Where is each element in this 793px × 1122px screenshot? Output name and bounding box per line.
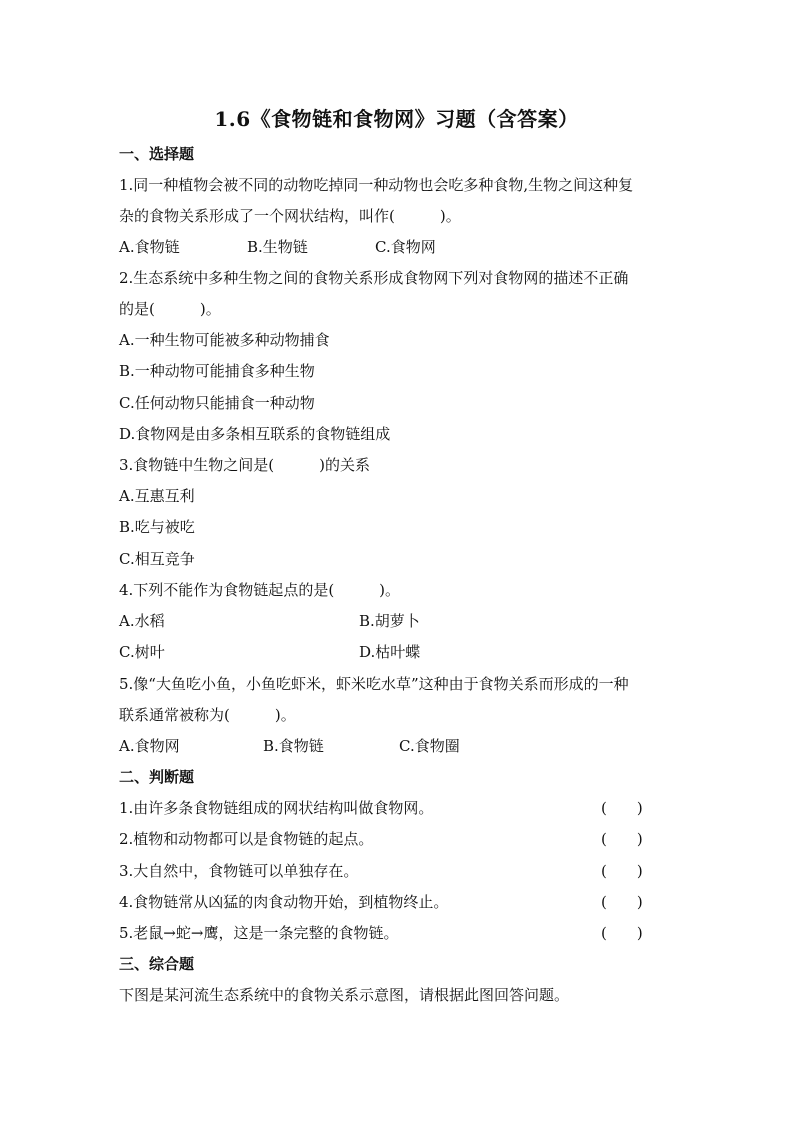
question-5-line-2: 联系通常被称为( )。 [119, 706, 296, 724]
question-2-option-c: C.任何动物只能捕食一种动物 [119, 394, 315, 412]
question-2-option-b: B.一种动物可能捕食多种生物 [119, 362, 315, 380]
question-5-option-c: C.食物圈 [399, 737, 460, 755]
section-heading-judgement: 二、判断题 [119, 768, 195, 786]
question-5-option-b: B.食物链 [263, 737, 324, 755]
page-title: 1.6《食物链和食物网》习题（含答案） [214, 107, 579, 131]
question-4-option-a: A.水稻 [119, 612, 165, 630]
judgement-item-3: 3.大自然中，食物链可以单独存在。 [119, 862, 359, 880]
question-1-line-2: 杂的食物关系形成了一个网状结构，叫作( )。 [119, 207, 461, 225]
section-heading-choice: 一、选择题 [119, 145, 195, 163]
question-1-option-c: C.食物网 [375, 238, 436, 256]
answer-blank-2: ( ) [601, 830, 643, 848]
section-heading-comprehensive: 三、综合题 [119, 955, 195, 973]
judgement-item-5: 5.老鼠→蛇→鹰，这是一条完整的食物链。 [119, 924, 399, 942]
question-5-line-1: 5.像“大鱼吃小鱼，小鱼吃虾米，虾米吃水草”这种由于食物关系而形成的一种 [119, 675, 629, 693]
question-2-option-d: D.食物网是由多条相互联系的食物链组成 [119, 425, 391, 443]
question-1-option-a: A.食物链 [119, 238, 180, 256]
question-3-option-c: C.相互竞争 [119, 550, 195, 568]
question-4-option-b: B.胡萝卜 [359, 612, 420, 630]
question-2-line-2: 的是( )。 [119, 300, 221, 318]
question-1-option-b: B.生物链 [247, 238, 308, 256]
question-3-line-1: 3.食物链中生物之间是( )的关系 [119, 456, 371, 474]
judgement-item-1: 1.由许多条食物链组成的网状结构叫做食物网。 [119, 799, 434, 817]
question-5-option-a: A.食物网 [119, 737, 180, 755]
question-2-line-1: 2.生态系统中多种生物之间的食物关系形成食物网下列对食物网的描述不正确 [119, 269, 629, 287]
judgement-item-2: 2.植物和动物都可以是食物链的起点。 [119, 830, 374, 848]
question-1-line-1: 1.同一种植物会被不同的动物吃掉同一种动物也会吃多种食物,生物之间这种复 [119, 176, 634, 194]
answer-blank-4: ( ) [601, 893, 643, 911]
question-4-option-d: D.枯叶蝶 [359, 643, 421, 661]
question-2-option-a: A.一种生物可能被多种动物捕食 [119, 331, 330, 349]
answer-blank-5: ( ) [601, 924, 643, 942]
answer-blank-3: ( ) [601, 862, 643, 880]
question-3-option-b: B.吃与被吃 [119, 518, 195, 536]
answer-blank-1: ( ) [601, 799, 643, 817]
judgement-item-4: 4.食物链常从凶猛的肉食动物开始，到植物终止。 [119, 893, 449, 911]
question-3-option-a: A.互惠互利 [119, 487, 195, 505]
question-4-line-1: 4.下列不能作为食物链起点的是( )。 [119, 581, 401, 599]
question-4-option-c: C.树叶 [119, 643, 165, 661]
comprehensive-intro: 下图是某河流生态系统中的食物关系示意图，请根据此图回答问题。 [119, 986, 570, 1004]
